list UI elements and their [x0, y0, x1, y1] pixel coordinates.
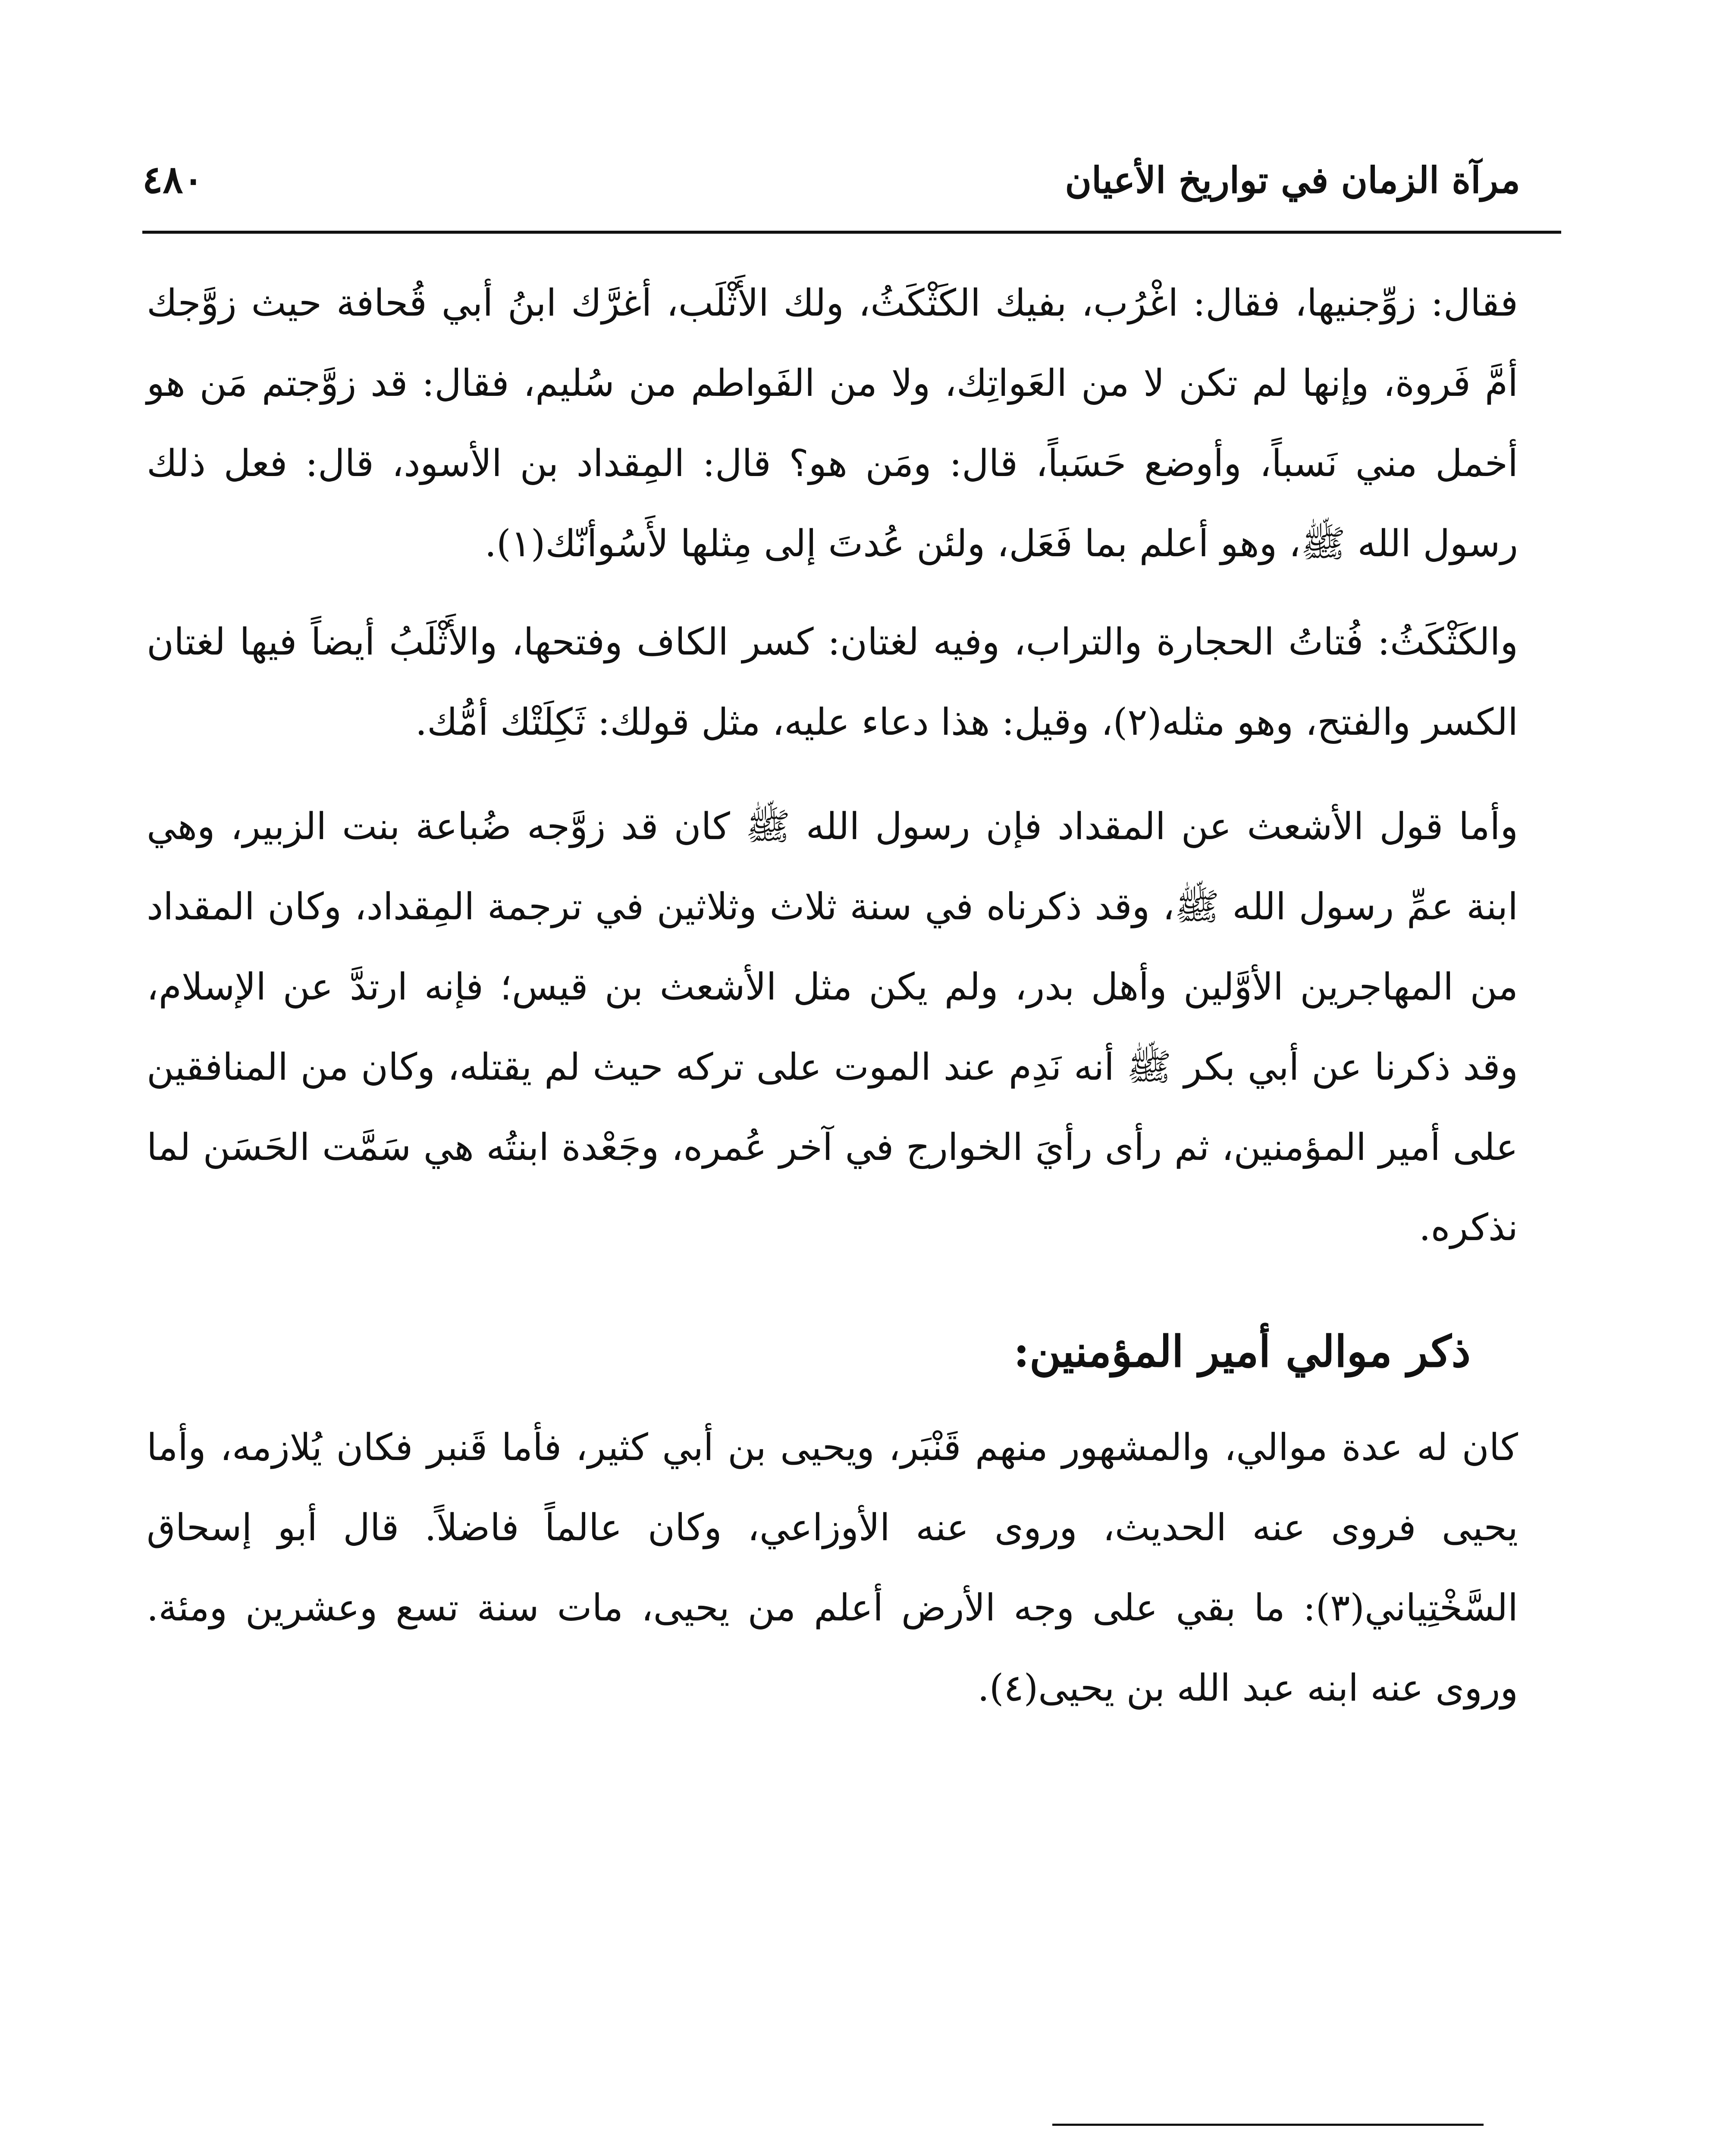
footnotes — [371, 2147, 1553, 2156]
footnote-rule — [1052, 2124, 1484, 2126]
section-paragraph: كان له عدة موالي، والمشهور منهم قَنْبَر، ويحيى بن أبي كثير، فأما قَنبر فكان يُلازمه، وأما يحيى فروى عنه الحديث، وروى عنه الأوزاعي، وكان عالماً فاضلاً. قال أبو إسحاق السَّخْتِياني(٣): ما بقي على وجه الأرض أعلم من يحيى، مات سنة تسع وعشرين ومئة. وروى عنه ابنه عبد الله بن يحيى(٤). — [147, 1426, 1518, 1710]
section-heading: ذكر موالي أمير المؤمنين: — [1013, 1326, 1471, 1377]
page-number: ٤٨٠ — [142, 157, 204, 202]
paragraph-3: وأما قول الأشعث عن المقداد فإن رسول الله ﷺ كان قد زوَّجه ضُباعة بنت الزبير، وهي ابنة عمِّ رسول الله ﷺ، وقد ذكرناه في سنة ثلاث وثلاثين في ترجمة المِقداد، وكان المقداد من المهاجرين الأوَّلين وأهل بدر، ولم يكن مثل الأشعث بن قيس؛ فإنه ارتدَّ عن الإسلام، وقد ذكرنا عن أبي بكر ﷺ أنه نَدِم عند الموت على تركه حيث لم يقتله، وكان من المنافقين على أمير المؤمنين، ثم رأى رأيَ الخوارج في آخر عُمره، وجَعْدة ابنتُه هي سَمَّت الحَسَن لما نذكره. — [147, 805, 1518, 1249]
running-title: مرآة الزمان في تواريخ الأعيان — [1065, 159, 1520, 201]
running-header — [142, 142, 1561, 207]
paragraph-1: فقال: زوِّجنيها، فقال: اغْرُب، بفيك الكَثْكَثُ، ولك الأَثْلَب، أغرَّك ابنُ أبي قُحافة حيث زوَّجك أمَّ فَروة، وإنها لم تكن لا من العَواتِك، ولا من الفَواطم من سُليم، فقال: قد زوَّجتم مَن هو أخمل مني نَسباً، وأوضع حَسَباً، قال: ومَن هو؟ قال: المِقداد بن الأسود، قال: فعل ذلك رسول الله ﷺ، وهو أعلم بما فَعَل، ولئن عُدتَ إلى مِثلها لأَسُوأنّك(١). — [147, 282, 1518, 565]
header-rule — [142, 231, 1561, 234]
paragraph-2: والكَثْكَثُ: فُتاتُ الحجارة والتراب، وفيه لغتان: كسر الكاف وفتحها، والأَثْلَبُ أيضاً فيها لغتان الكسر والفتح، وهو مثله(٢)، وقيل: هذا دعاء عليه، مثل قولك: ثَكِلَتْك أمُّك. — [147, 620, 1518, 744]
main-text — [147, 263, 1518, 1728]
footnote-1 — [371, 2147, 1553, 2156]
